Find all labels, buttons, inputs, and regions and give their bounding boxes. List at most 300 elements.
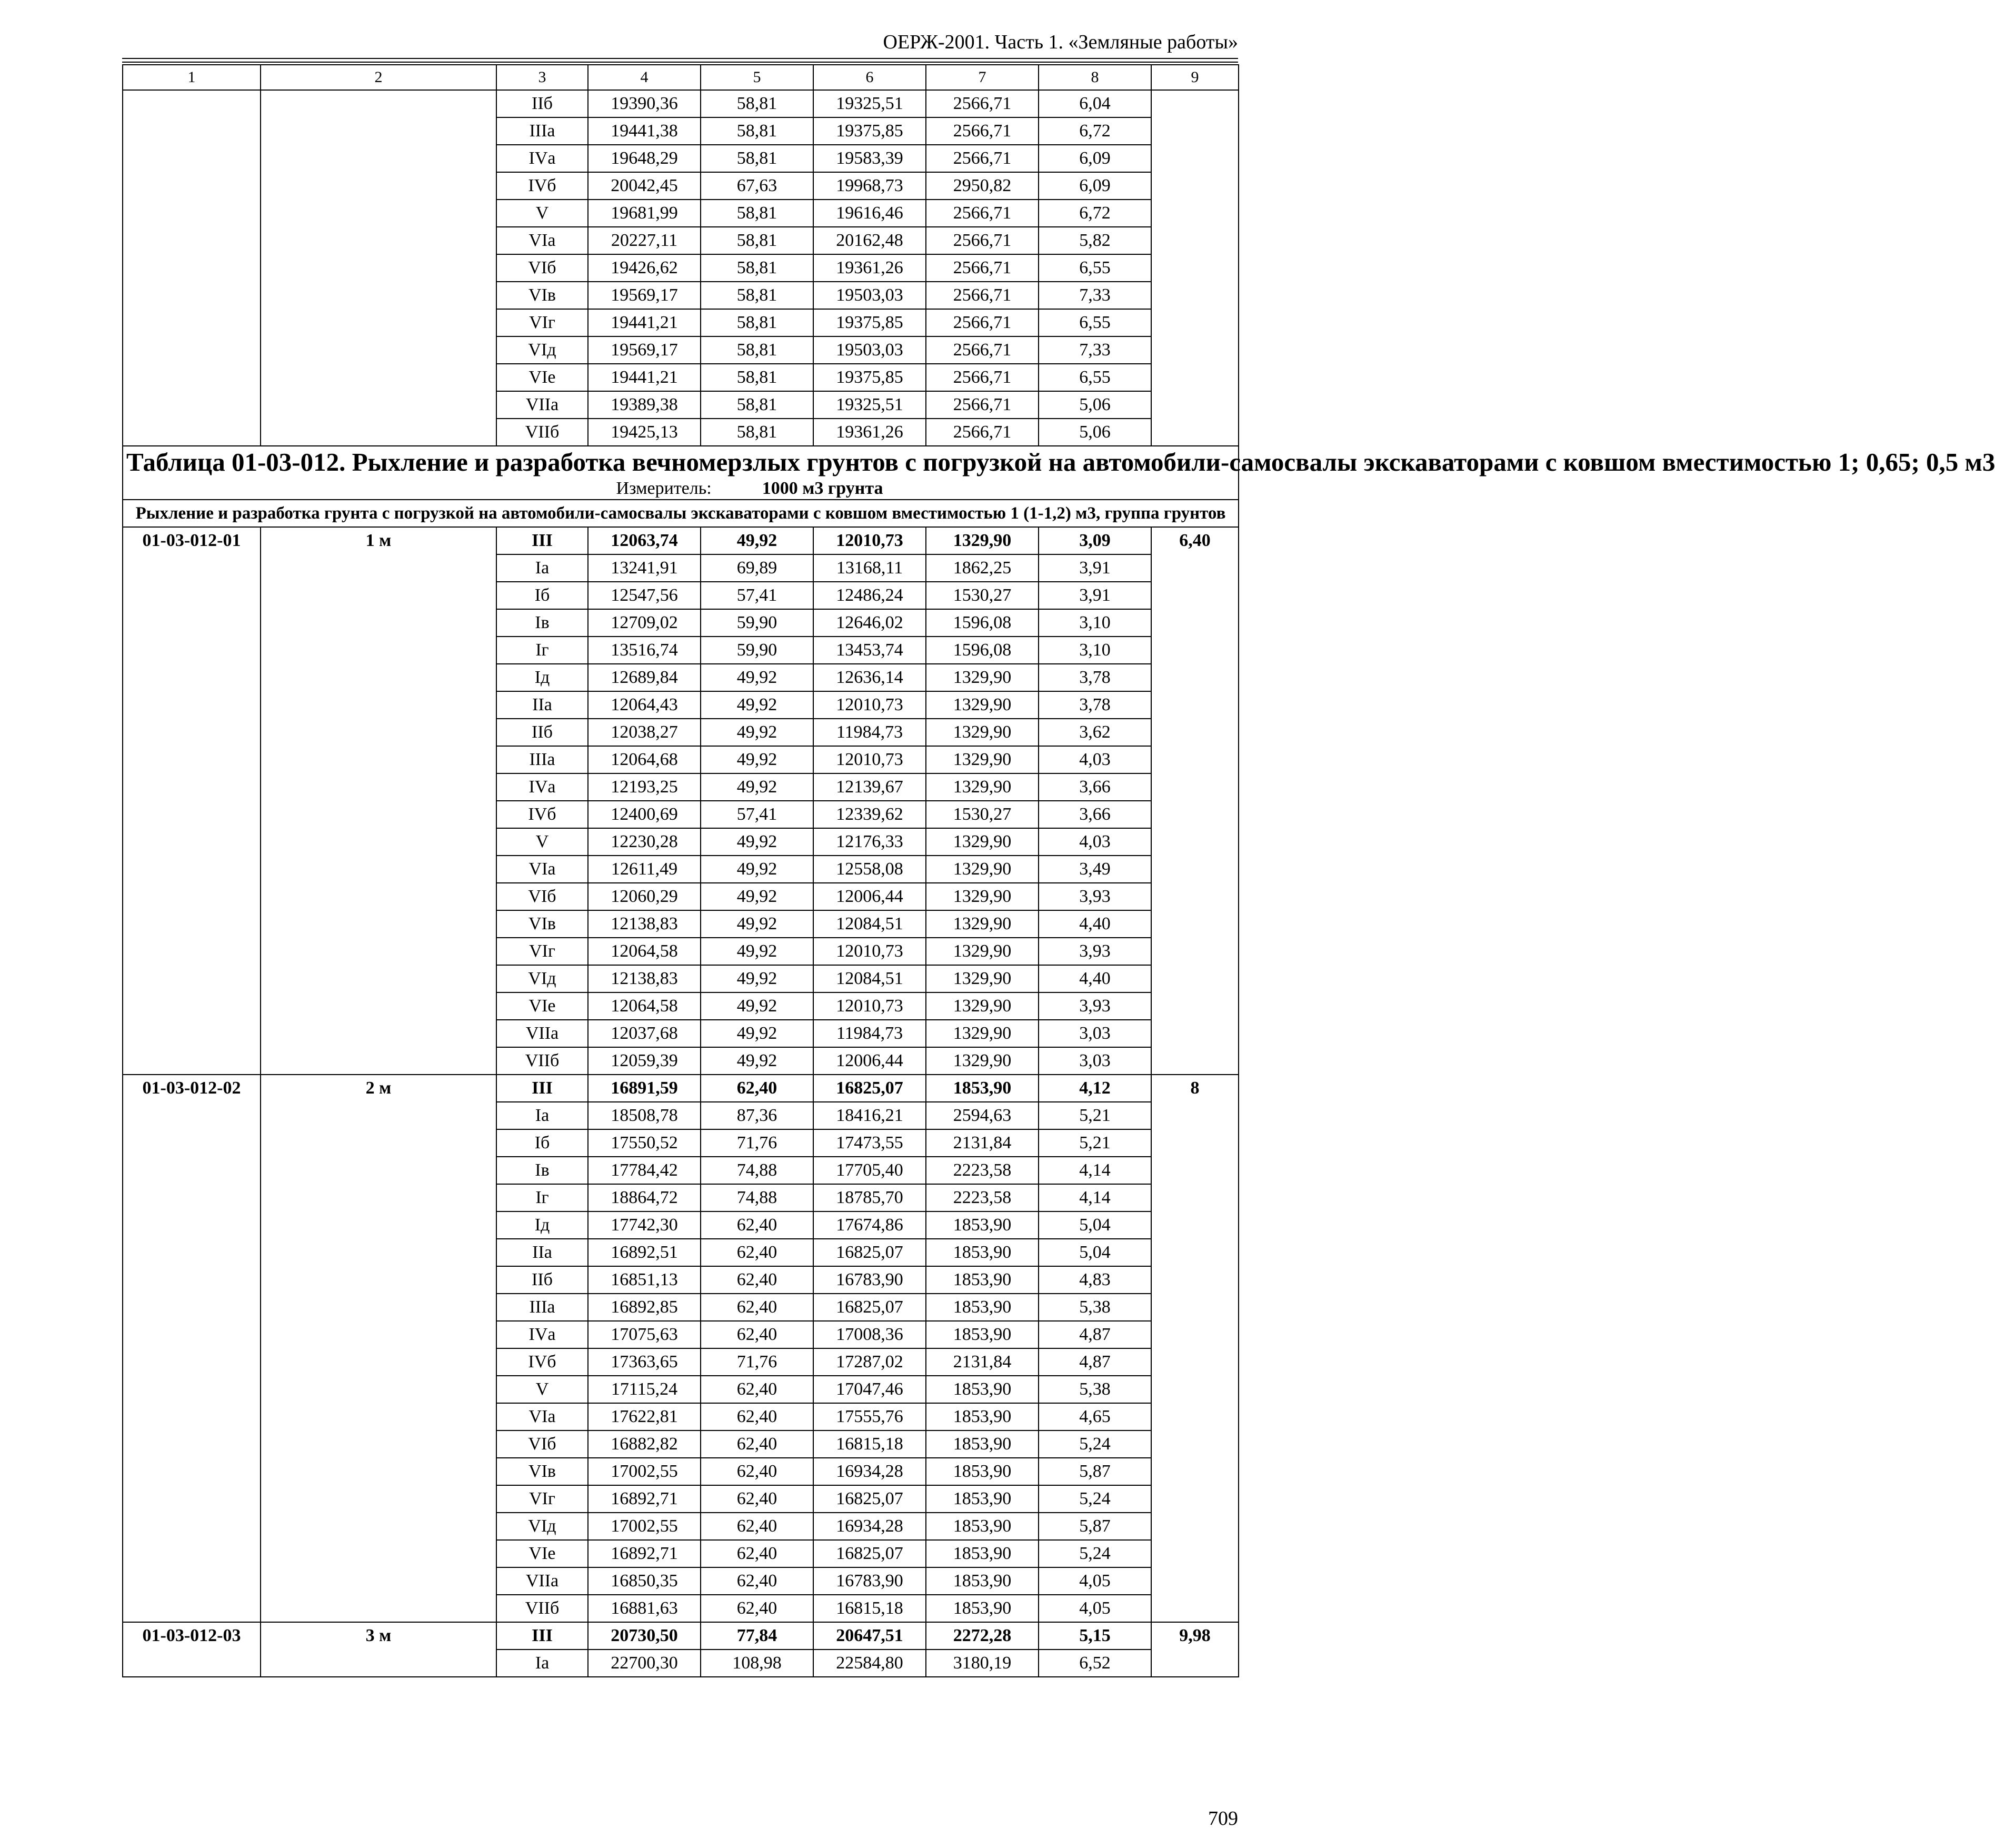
column-number-cell: 7 — [926, 65, 1039, 90]
table-cell: 5,21 — [1039, 1129, 1151, 1157]
table-cell: 2566,71 — [926, 282, 1039, 309]
table-cell: 20042,45 — [588, 172, 701, 200]
table-cell: 16882,82 — [588, 1430, 701, 1458]
table-cell: 62,40 — [701, 1266, 813, 1294]
table-cell: 4,03 — [1039, 746, 1151, 773]
table-cell: III — [496, 1622, 588, 1650]
table-cell: 3,91 — [1039, 582, 1151, 609]
table-cell: 58,81 — [701, 364, 813, 391]
table-cell: 12193,25 — [588, 773, 701, 801]
table-cell: 49,92 — [701, 938, 813, 965]
table-cell: 2950,82 — [926, 172, 1039, 200]
table-cell: 71,76 — [701, 1129, 813, 1157]
table-cell: 12558,08 — [813, 856, 926, 883]
table-cell: 12010,73 — [813, 992, 926, 1020]
table-cell: 1853,90 — [926, 1567, 1039, 1595]
table-cell: 12611,49 — [588, 856, 701, 883]
table-cell: 16815,18 — [813, 1595, 926, 1622]
table-cell: 1329,90 — [926, 691, 1039, 719]
table-cell: 4,40 — [1039, 965, 1151, 992]
column-number-cell: 9 — [1151, 65, 1239, 90]
table-cell: 1329,90 — [926, 883, 1039, 910]
table-cell: IVа — [496, 1321, 588, 1348]
table-cell: 11984,73 — [813, 719, 926, 746]
table-cell: 2566,71 — [926, 200, 1039, 227]
table-cell: 4,87 — [1039, 1321, 1151, 1348]
table-cell: 17002,55 — [588, 1513, 701, 1540]
table-cell: 12084,51 — [813, 910, 926, 938]
table-row — [123, 1075, 1239, 1102]
table-cell: 22700,30 — [588, 1650, 701, 1677]
table-cell: 2131,84 — [926, 1348, 1039, 1376]
table-cell: 49,92 — [701, 828, 813, 856]
table-cell: 4,40 — [1039, 910, 1151, 938]
table-cell: 57,41 — [701, 801, 813, 828]
table-cell: 6,55 — [1039, 309, 1151, 336]
table-cell: 3,93 — [1039, 992, 1151, 1020]
table-cell: 20647,51 — [813, 1622, 926, 1650]
table-cell: 67,63 — [701, 172, 813, 200]
table-cell: 11984,73 — [813, 1020, 926, 1047]
table-cell: 12230,28 — [588, 828, 701, 856]
table-cell: VIе — [496, 992, 588, 1020]
table-cell: 19503,03 — [813, 282, 926, 309]
column-number-cell: 1 — [123, 65, 261, 90]
table-cell: V — [496, 828, 588, 856]
table-cell: 16892,51 — [588, 1239, 701, 1266]
table-cell: 1329,90 — [926, 992, 1039, 1020]
table-cell: 4,03 — [1039, 828, 1151, 856]
table-row — [123, 527, 1239, 554]
meter-line — [126, 478, 1235, 499]
table-cell: 12400,69 — [588, 801, 701, 828]
table-cell: 19325,51 — [813, 90, 926, 117]
table-cell: 3,62 — [1039, 719, 1151, 746]
table-cell: VIIа — [496, 1020, 588, 1047]
table-cell: IIб — [496, 1266, 588, 1294]
table-cell: Iа — [496, 554, 588, 582]
table-cell: IIб — [496, 90, 588, 117]
table-cell: 3,09 — [1039, 527, 1151, 554]
total-cell: 6,40 — [1151, 527, 1239, 1075]
code-cell: 01-03-012-02 — [123, 1075, 261, 1622]
table-cell: 16783,90 — [813, 1567, 926, 1595]
table-cell: 4,83 — [1039, 1266, 1151, 1294]
table-cell: 12064,58 — [588, 938, 701, 965]
table-cell: 2566,71 — [926, 227, 1039, 254]
table-cell: 12486,24 — [813, 582, 926, 609]
table-cell: 5,04 — [1039, 1211, 1151, 1239]
table-cell: 12060,29 — [588, 883, 701, 910]
table-cell: VIв — [496, 1458, 588, 1485]
table-cell: VIб — [496, 1430, 588, 1458]
total-cell — [1151, 90, 1239, 446]
table-cell: 5,06 — [1039, 391, 1151, 419]
table-cell: 19325,51 — [813, 391, 926, 419]
table-row — [123, 1622, 1239, 1650]
table-cell: 16881,63 — [588, 1595, 701, 1622]
table-cell: IVб — [496, 801, 588, 828]
column-number-cell: 4 — [588, 65, 701, 90]
table-cell: 4,12 — [1039, 1075, 1151, 1102]
table-cell: 4,14 — [1039, 1184, 1151, 1211]
table-cell: 3,49 — [1039, 856, 1151, 883]
table-cell: 3,03 — [1039, 1047, 1151, 1075]
table-cell: 17742,30 — [588, 1211, 701, 1239]
table-cell: 16934,28 — [813, 1513, 926, 1540]
table-cell: VIб — [496, 254, 588, 282]
table-cell: 17705,40 — [813, 1157, 926, 1184]
table-cell: 12139,67 — [813, 773, 926, 801]
table-cell: 7,33 — [1039, 282, 1151, 309]
table-cell: 16850,35 — [588, 1567, 701, 1595]
table-cell: 87,36 — [701, 1102, 813, 1129]
table-cell: 1596,08 — [926, 637, 1039, 664]
table-cell: 12010,73 — [813, 938, 926, 965]
table-cell: 58,81 — [701, 309, 813, 336]
table-cell: 2566,71 — [926, 364, 1039, 391]
table-cell: IVб — [496, 172, 588, 200]
table-cell: 2272,28 — [926, 1622, 1039, 1650]
table-cell: VIе — [496, 364, 588, 391]
table-cell: 2566,71 — [926, 117, 1039, 145]
table-cell: IIа — [496, 691, 588, 719]
column-number-cell: 5 — [701, 65, 813, 90]
table-cell: 16851,13 — [588, 1266, 701, 1294]
table-cell: 1329,90 — [926, 965, 1039, 992]
table-cell: VIIб — [496, 419, 588, 446]
table-cell: 19503,03 — [813, 336, 926, 364]
table-cell: Iв — [496, 1157, 588, 1184]
table-cell: IIIа — [496, 117, 588, 145]
table-cell: Iв — [496, 609, 588, 637]
table-cell: 12138,83 — [588, 965, 701, 992]
table-cell: VIд — [496, 336, 588, 364]
table-cell: 62,40 — [701, 1376, 813, 1403]
table-cell: Iа — [496, 1102, 588, 1129]
table-cell: 19583,39 — [813, 145, 926, 172]
table-cell: IIб — [496, 719, 588, 746]
table-cell: 12010,73 — [813, 746, 926, 773]
table-cell: 49,92 — [701, 910, 813, 938]
table-cell: 1853,90 — [926, 1403, 1039, 1430]
table-cell: 19616,46 — [813, 200, 926, 227]
table-cell: 6,04 — [1039, 90, 1151, 117]
table-cell: 16892,71 — [588, 1540, 701, 1567]
table-cell: 57,41 — [701, 582, 813, 609]
column-number-cell: 6 — [813, 65, 926, 90]
table-cell: IIIа — [496, 746, 588, 773]
table-cell: 1853,90 — [926, 1266, 1039, 1294]
table-row — [123, 90, 1239, 117]
meter-value: 1000 м3 грунта — [762, 479, 883, 498]
table-cell: IVа — [496, 773, 588, 801]
table-cell: 62,40 — [701, 1321, 813, 1348]
table-cell: 1329,90 — [926, 527, 1039, 554]
table-cell: VIIа — [496, 1567, 588, 1595]
table-cell: 3,78 — [1039, 664, 1151, 691]
table-cell: 74,88 — [701, 1184, 813, 1211]
table-cell: 58,81 — [701, 391, 813, 419]
table-cell: VIа — [496, 227, 588, 254]
table-cell: 5,38 — [1039, 1376, 1151, 1403]
table-cell: 4,05 — [1039, 1595, 1151, 1622]
table-cell: 77,84 — [701, 1622, 813, 1650]
table-cell: III — [496, 1075, 588, 1102]
table-cell: 12063,74 — [588, 527, 701, 554]
table-cell: 13168,11 — [813, 554, 926, 582]
table-cell: 19569,17 — [588, 282, 701, 309]
table-cell: 1596,08 — [926, 609, 1039, 637]
table-cell: 6,09 — [1039, 145, 1151, 172]
table-cell: 18864,72 — [588, 1184, 701, 1211]
table-cell: 16934,28 — [813, 1458, 926, 1485]
name-cell: 1 м — [261, 527, 496, 1075]
table-cell: 1853,90 — [926, 1376, 1039, 1403]
table-cell: 2223,58 — [926, 1157, 1039, 1184]
table-cell: 49,92 — [701, 719, 813, 746]
running-header: ОЕРЖ-2001. Часть 1. «Земляные работы» — [883, 31, 1238, 53]
table-cell: 5,21 — [1039, 1102, 1151, 1129]
code-cell: 01-03-012-03 — [123, 1622, 261, 1677]
table-cell: 62,40 — [701, 1294, 813, 1321]
table-cell: 20730,50 — [588, 1622, 701, 1650]
table-cell: 3,03 — [1039, 1020, 1151, 1047]
section-title-row — [123, 446, 1239, 500]
table-cell: 13516,74 — [588, 637, 701, 664]
table-cell: Iб — [496, 582, 588, 609]
column-number-cell: 2 — [261, 65, 496, 90]
table-cell: 20227,11 — [588, 227, 701, 254]
table-cell: 62,40 — [701, 1485, 813, 1513]
table-cell: 62,40 — [701, 1567, 813, 1595]
table-cell: 49,92 — [701, 664, 813, 691]
table-cell: 17075,63 — [588, 1321, 701, 1348]
table-cell: 18416,21 — [813, 1102, 926, 1129]
table-cell: 1329,90 — [926, 1020, 1039, 1047]
table-cell: 12709,02 — [588, 609, 701, 637]
table-cell: 2131,84 — [926, 1129, 1039, 1157]
table-cell: 49,92 — [701, 1020, 813, 1047]
table-cell: 12038,27 — [588, 719, 701, 746]
table-cell: VIIб — [496, 1047, 588, 1075]
column-number-cell: 3 — [496, 65, 588, 90]
name-cell — [261, 90, 496, 446]
table-cell: Iг — [496, 1184, 588, 1211]
table-cell: 49,92 — [701, 965, 813, 992]
total-cell: 9,98 — [1151, 1622, 1239, 1677]
subheader-row — [123, 500, 1239, 527]
table-cell: 17115,24 — [588, 1376, 701, 1403]
table-cell: VIIб — [496, 1595, 588, 1622]
table-cell: IVа — [496, 145, 588, 172]
table-cell: 12010,73 — [813, 691, 926, 719]
table-cell: 1853,90 — [926, 1595, 1039, 1622]
table-cell: 16892,71 — [588, 1485, 701, 1513]
table-cell: 12064,43 — [588, 691, 701, 719]
table-cell: 16892,85 — [588, 1294, 701, 1321]
table-cell: 74,88 — [701, 1157, 813, 1184]
table-cell: VIа — [496, 1403, 588, 1430]
table-cell: Iб — [496, 1129, 588, 1157]
table-cell: 12689,84 — [588, 664, 701, 691]
table-cell: 1853,90 — [926, 1540, 1039, 1567]
table-cell: 3180,19 — [926, 1650, 1039, 1677]
header-rule-second — [122, 62, 1238, 63]
table-cell: 58,81 — [701, 200, 813, 227]
table-cell: 2223,58 — [926, 1184, 1039, 1211]
table-cell: 1853,90 — [926, 1294, 1039, 1321]
table-cell: IIа — [496, 1239, 588, 1266]
table-cell: 62,40 — [701, 1540, 813, 1567]
table-cell: 17555,76 — [813, 1403, 926, 1430]
table-cell: 19426,62 — [588, 254, 701, 282]
table-cell: VIе — [496, 1540, 588, 1567]
table-cell: 19361,26 — [813, 254, 926, 282]
table-cell: 17287,02 — [813, 1348, 926, 1376]
table-cell: 19389,38 — [588, 391, 701, 419]
table-cell: 58,81 — [701, 419, 813, 446]
table-cell: 49,92 — [701, 856, 813, 883]
table-cell: 3,10 — [1039, 637, 1151, 664]
table-cell: 12138,83 — [588, 910, 701, 938]
table-cell: 12646,02 — [813, 609, 926, 637]
table-cell: Iд — [496, 1211, 588, 1239]
table-cell: 12339,62 — [813, 801, 926, 828]
table-cell: 16783,90 — [813, 1266, 926, 1294]
table-cell: 49,92 — [701, 1047, 813, 1075]
table-cell: 19648,29 — [588, 145, 701, 172]
table-cell: 1530,27 — [926, 801, 1039, 828]
name-cell: 3 м — [261, 1622, 496, 1677]
table-cell: 19569,17 — [588, 336, 701, 364]
table-cell: 17784,42 — [588, 1157, 701, 1184]
table-cell: 6,72 — [1039, 117, 1151, 145]
table-cell: 16891,59 — [588, 1075, 701, 1102]
table-cell: 58,81 — [701, 336, 813, 364]
table-cell: 3,93 — [1039, 883, 1151, 910]
table-cell: VIIа — [496, 391, 588, 419]
table-cell: 12006,44 — [813, 1047, 926, 1075]
name-cell: 2 м — [261, 1075, 496, 1622]
table-cell: 49,92 — [701, 773, 813, 801]
table-cell: 4,65 — [1039, 1403, 1151, 1430]
table-cell: 18508,78 — [588, 1102, 701, 1129]
table-cell: 5,82 — [1039, 227, 1151, 254]
table-cell: 22584,80 — [813, 1650, 926, 1677]
table-cell: Iа — [496, 1650, 588, 1677]
table-cell: 1530,27 — [926, 582, 1039, 609]
column-number-cell: 8 — [1039, 65, 1151, 90]
table-cell: 2566,71 — [926, 145, 1039, 172]
table-cell: V — [496, 200, 588, 227]
table-cell: 1329,90 — [926, 746, 1039, 773]
table-cell: 7,33 — [1039, 336, 1151, 364]
table-cell: 62,40 — [701, 1403, 813, 1430]
table-cell: 62,40 — [701, 1075, 813, 1102]
section-title-cell — [123, 446, 1995, 500]
table-cell: 12176,33 — [813, 828, 926, 856]
table-cell: 18785,70 — [813, 1184, 926, 1211]
table-cell: 49,92 — [701, 992, 813, 1020]
table-cell: VIг — [496, 938, 588, 965]
table-cell: 20162,48 — [813, 227, 926, 254]
table-cell: 17674,86 — [813, 1211, 926, 1239]
table-cell: 2566,71 — [926, 419, 1039, 446]
table-cell: 16825,07 — [813, 1485, 926, 1513]
table-cell: 62,40 — [701, 1211, 813, 1239]
table-cell: 4,14 — [1039, 1157, 1151, 1184]
table-cell: 3,91 — [1039, 554, 1151, 582]
table-cell: 59,90 — [701, 609, 813, 637]
table-cell: 3,78 — [1039, 691, 1151, 719]
table-cell: 2566,71 — [926, 336, 1039, 364]
table-cell: 17008,36 — [813, 1321, 926, 1348]
table-cell: 2594,63 — [926, 1102, 1039, 1129]
table-cell: 19375,85 — [813, 364, 926, 391]
table-cell: 2566,71 — [926, 391, 1039, 419]
table-cell: 12064,58 — [588, 992, 701, 1020]
table-cell: 49,92 — [701, 691, 813, 719]
table-cell: 59,90 — [701, 637, 813, 664]
table-cell: VIг — [496, 1485, 588, 1513]
table-cell: 19361,26 — [813, 419, 926, 446]
page-number: 709 — [1208, 1807, 1238, 1830]
table-cell: 19425,13 — [588, 419, 701, 446]
table-cell: 1329,90 — [926, 856, 1039, 883]
table-cell: 19968,73 — [813, 172, 926, 200]
table-cell: 5,15 — [1039, 1622, 1151, 1650]
table-cell: 12059,39 — [588, 1047, 701, 1075]
table-cell: 3,66 — [1039, 773, 1151, 801]
table-cell: 19375,85 — [813, 309, 926, 336]
code-cell: 01-03-012-01 — [123, 527, 261, 1075]
table-cell: 58,81 — [701, 90, 813, 117]
table-cell: VIб — [496, 883, 588, 910]
table-cell: 6,52 — [1039, 1650, 1151, 1677]
table-cell: 16825,07 — [813, 1540, 926, 1567]
table-cell: 19441,21 — [588, 364, 701, 391]
table-cell: 1853,90 — [926, 1458, 1039, 1485]
table-cell: 2566,71 — [926, 309, 1039, 336]
table-cell: 17363,65 — [588, 1348, 701, 1376]
rates-table — [122, 64, 1995, 1677]
table-cell: IVб — [496, 1348, 588, 1376]
table-cell: VIа — [496, 856, 588, 883]
table-cell: 12636,14 — [813, 664, 926, 691]
table-cell: 16825,07 — [813, 1075, 926, 1102]
table-cell: 17550,52 — [588, 1129, 701, 1157]
subheader-cell: Рыхление и разработка грунта с погрузкой на автомобили-самосвалы экскаваторами с ковшом вместимостью 1 (1-1,2) м3, группа грунтов — [123, 500, 1239, 527]
table-cell: 58,81 — [701, 254, 813, 282]
table-cell: 13453,74 — [813, 637, 926, 664]
table-cell: 71,76 — [701, 1348, 813, 1376]
table-cell: 4,87 — [1039, 1348, 1151, 1376]
table-cell: 1862,25 — [926, 554, 1039, 582]
table-cell: 17622,81 — [588, 1403, 701, 1430]
table-cell: 1853,90 — [926, 1430, 1039, 1458]
table-cell: 1853,90 — [926, 1485, 1039, 1513]
meter-label: Измеритель: — [616, 479, 712, 498]
table-cell: 62,40 — [701, 1595, 813, 1622]
table-cell: 5,87 — [1039, 1513, 1151, 1540]
table-cell: 62,40 — [701, 1430, 813, 1458]
table-cell: 16825,07 — [813, 1239, 926, 1266]
table-cell: 2566,71 — [926, 90, 1039, 117]
table-cell: 58,81 — [701, 227, 813, 254]
table-cell: 17047,46 — [813, 1376, 926, 1403]
table-cell: 1329,90 — [926, 719, 1039, 746]
